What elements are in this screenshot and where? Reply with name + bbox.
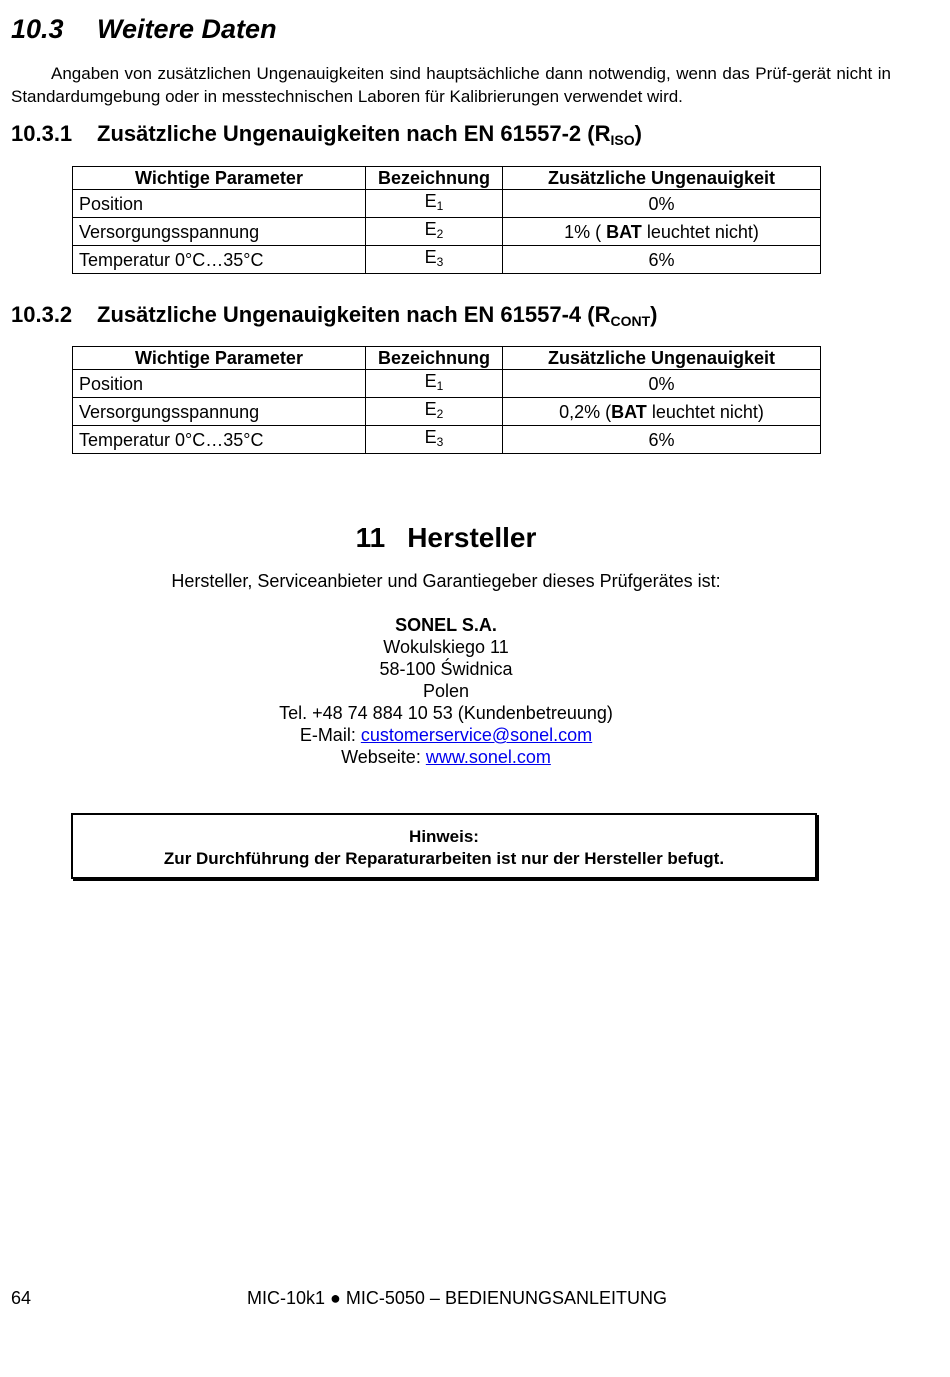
page-number: 64 <box>11 1288 32 1308</box>
city: 58-100 Świdnica <box>379 659 513 679</box>
web-label: Webseite: <box>341 747 426 767</box>
value-suffix: leuchtet nicht) <box>641 221 759 242</box>
email-link[interactable]: customerservice@sonel.com <box>360 725 593 745</box>
subsection-title-subscript: ISO <box>610 132 635 148</box>
value-bold: BAT <box>606 221 642 242</box>
country: Polen <box>422 681 470 701</box>
website-link[interactable]: www.sonel.com <box>425 747 551 767</box>
section-title: Weitere Daten <box>97 14 277 44</box>
row-designation <box>366 190 503 218</box>
value-suffix: leuchtet nicht) <box>646 401 764 422</box>
row-designation <box>366 398 503 426</box>
row-uncertainty <box>503 370 821 398</box>
value-text: 6% <box>648 429 675 450</box>
row-designation <box>366 218 503 246</box>
designation-index: 1 <box>436 379 444 393</box>
web-line <box>0 746 892 768</box>
designation-index: 3 <box>436 435 444 449</box>
subsection-number: 10.3.2 <box>11 302 73 327</box>
value-text: 0,2% ( <box>559 401 612 422</box>
table-row <box>73 218 821 246</box>
company-name: SONEL S.A. <box>395 615 497 635</box>
designation-symbol: E <box>424 219 437 239</box>
designation-index: 3 <box>436 255 444 269</box>
subsection-title: Zusätzliche Ungenauigkeiten nach EN 61557-4 (R <box>97 302 611 327</box>
designation-index: 1 <box>436 199 444 213</box>
row-uncertainty <box>503 398 821 426</box>
section-number: 10.3 <box>11 14 64 44</box>
value-bold: BAT <box>611 401 647 422</box>
row-designation <box>366 370 503 398</box>
header-parameter: Wichtige Parameter <box>73 347 366 370</box>
subsection-heading-2 <box>11 302 657 329</box>
table-row <box>73 398 821 426</box>
header-designation: Bezeichnung <box>366 347 503 370</box>
designation-symbol: E <box>424 371 437 391</box>
manufacturer-section-title: Hersteller <box>407 522 537 553</box>
value-text: 0% <box>648 373 675 394</box>
subsection-title-suffix: ) <box>650 302 658 327</box>
row-designation <box>366 246 503 274</box>
header-uncertainty: Zusätzliche Ungenauigkeit <box>503 167 821 190</box>
table-row <box>73 426 821 454</box>
row-parameter: Temperatur 0°C…35°C <box>73 246 366 274</box>
manufacturer-section-number: 11 <box>355 522 386 553</box>
table-header-row <box>73 167 821 190</box>
row-parameter: Position <box>73 370 366 398</box>
designation-index: 2 <box>436 227 444 241</box>
designation-symbol: E <box>424 399 437 419</box>
designation-symbol: E <box>424 191 437 211</box>
email-label: E-Mail: <box>299 725 361 745</box>
header-designation: Bezeichnung <box>366 167 503 190</box>
value-text: 6% <box>648 249 675 270</box>
subsection-title-subscript: CONT <box>610 313 651 329</box>
row-parameter: Versorgungsspannung <box>73 218 366 246</box>
manufacturer-heading <box>0 522 892 554</box>
header-parameter: Wichtige Parameter <box>73 167 366 190</box>
table-header-row <box>73 347 821 370</box>
phone: Tel. +48 74 884 10 53 (Kundenbetreuung) <box>279 703 613 723</box>
subsection-title-suffix: ) <box>634 121 642 146</box>
section-intro: Angaben von zusätzlichen Ungenauigkeiten sind hauptsächliche dann notwendig, wenn das Prüf-gerät nicht in Standardumgebung oder in messtechnischen Laboren für Kalibrierungen verwendet wird. <box>11 64 891 106</box>
manufacturer-address <box>0 614 892 768</box>
row-parameter: Temperatur 0°C…35°C <box>73 426 366 454</box>
footer-title: MIC-10k1 ● MIC-5050 – BEDIENUNGSANLEITUNG <box>247 1288 667 1308</box>
row-uncertainty <box>503 218 821 246</box>
row-uncertainty <box>503 426 821 454</box>
accuracy-table-2 <box>72 346 821 454</box>
designation-index: 2 <box>436 407 444 421</box>
table-row <box>73 190 821 218</box>
table-row <box>73 370 821 398</box>
header-uncertainty: Zusätzliche Ungenauigkeit <box>503 347 821 370</box>
row-uncertainty <box>503 190 821 218</box>
accuracy-table-1 <box>72 166 821 274</box>
row-uncertainty <box>503 246 821 274</box>
designation-symbol: E <box>424 247 437 267</box>
notice-box <box>71 813 817 879</box>
table-row <box>73 246 821 274</box>
row-parameter: Position <box>73 190 366 218</box>
notice-text: Zur Durchführung der Reparaturarbeiten ist nur der Hersteller befugt. <box>163 849 725 868</box>
email-line <box>0 724 892 746</box>
subsection-heading-1 <box>11 121 642 148</box>
row-designation <box>366 426 503 454</box>
value-text: 1% ( <box>564 221 607 242</box>
value-text: 0% <box>648 193 675 214</box>
row-parameter: Versorgungsspannung <box>73 398 366 426</box>
street: Wokulskiego 11 <box>383 637 509 657</box>
designation-symbol: E <box>424 427 437 447</box>
subsection-title: Zusätzliche Ungenauigkeiten nach EN 61557-2 (R <box>97 121 611 146</box>
notice-title: Hinweis: <box>409 827 479 846</box>
manufacturer-intro: Hersteller, Serviceanbieter und Garantiegeber dieses Prüfgerätes ist: <box>171 571 721 591</box>
section-heading <box>11 14 277 45</box>
subsection-number: 10.3.1 <box>11 121 73 146</box>
